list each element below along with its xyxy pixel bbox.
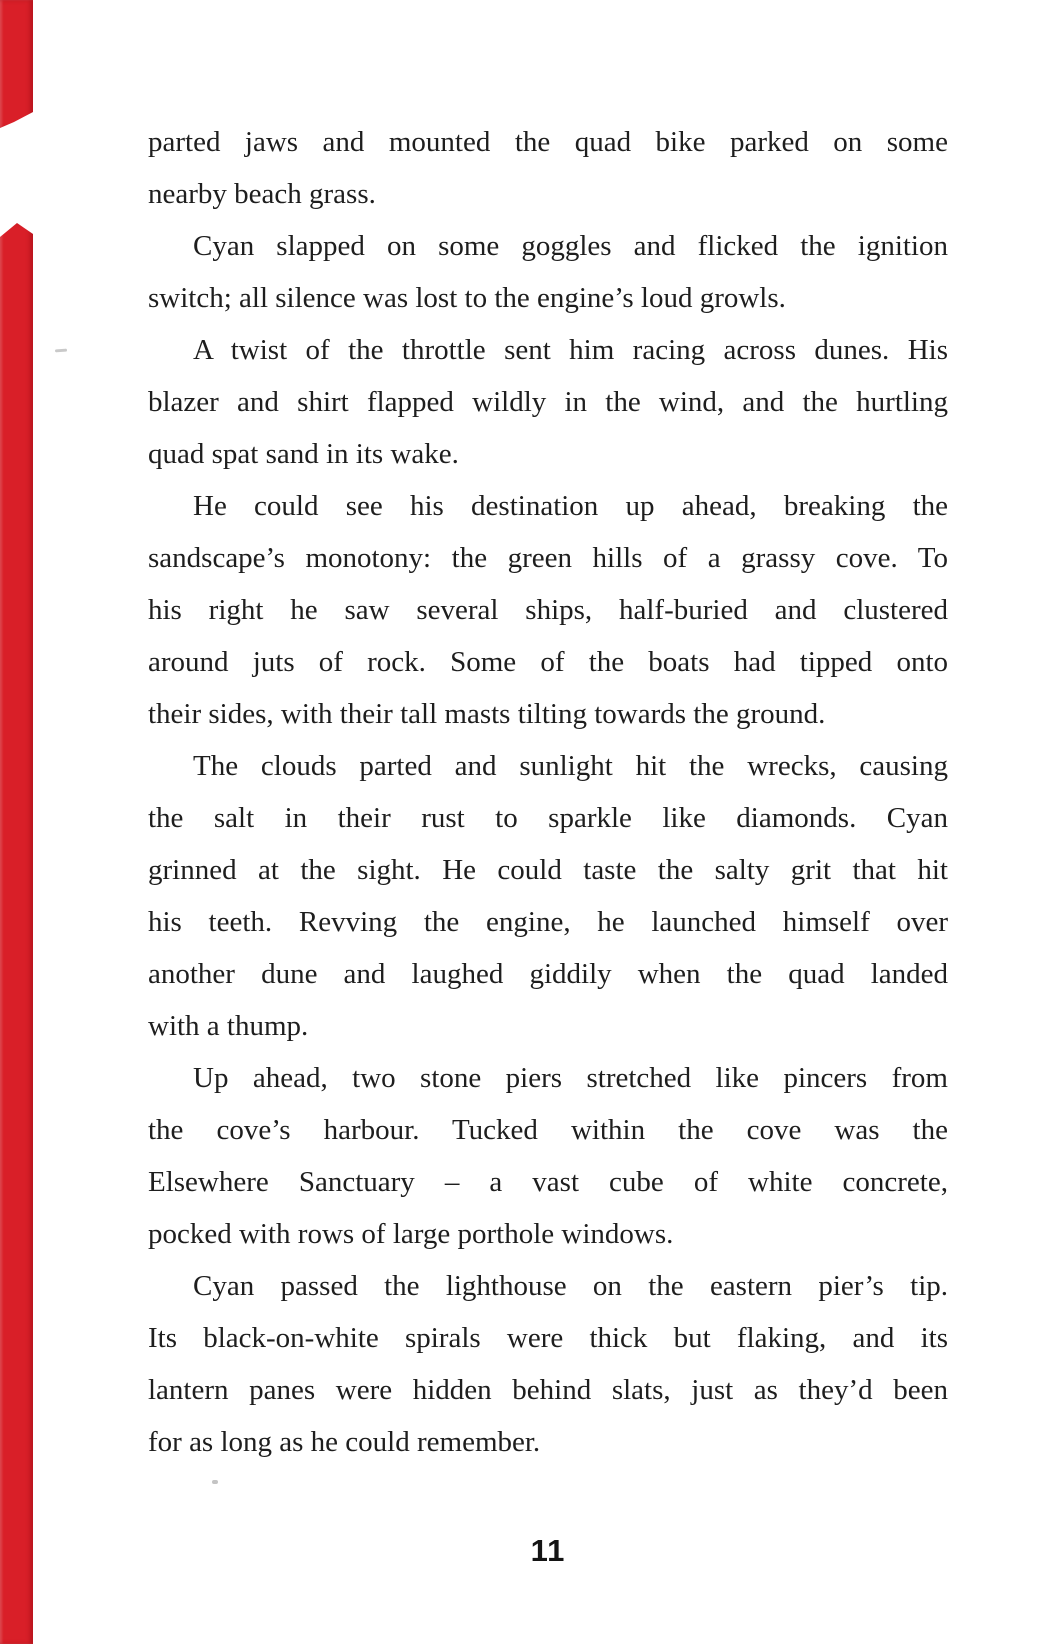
text-line: the cove’s harbour. Tucked within the cove was the — [148, 1114, 948, 1146]
text-line: for as long as he could remember. — [148, 1426, 541, 1458]
text-line: Cyan slapped on some goggles and flicked the ignition — [193, 230, 948, 262]
text-line: parted jaws and mounted the quad bike parked on some — [148, 126, 948, 158]
text-line: the salt in their rust to sparkle like diamonds. Cyan — [148, 802, 948, 834]
text-line: A twist of the throttle sent him racing across dunes. His — [193, 334, 948, 366]
text-line: with a thump. — [148, 1010, 309, 1042]
paragraph — [148, 324, 948, 480]
book-spine-edge-bottom — [0, 223, 33, 1644]
text-line: quad spat sand in its wake. — [148, 438, 459, 470]
text-line: another dune and laughed giddily when the quad landed — [148, 958, 948, 990]
paragraph — [148, 116, 948, 220]
paragraph — [148, 740, 948, 1052]
paragraph — [148, 1052, 948, 1260]
text-line: The clouds parted and sunlight hit the wrecks, causing — [193, 750, 948, 782]
text-line: around juts of rock. Some of the boats had tipped onto — [148, 646, 948, 678]
text-line: their sides, with their tall masts tilting towards the ground. — [148, 698, 826, 730]
text-line: his teeth. Revving the engine, he launched himself over — [148, 906, 948, 938]
page-text — [148, 116, 948, 1468]
scan-artifact-speck — [212, 1480, 218, 1484]
text-line: blazer and shirt flapped wildly in the wind, and the hurtling — [148, 386, 948, 418]
text-line: lantern panes were hidden behind slats, just as they’d been — [148, 1374, 948, 1406]
page-number: 11 — [530, 1533, 566, 1568]
text-line: his right he saw several ships, half-buried and clustered — [148, 594, 948, 626]
book-spine-edge-top — [0, 0, 33, 128]
text-line: Up ahead, two stone piers stretched like pincers from — [193, 1062, 948, 1094]
text-line: sandscape’s monotony: the green hills of a grassy cove. To — [148, 542, 948, 574]
text-line: switch; all silence was lost to the engine’s loud growls. — [148, 282, 786, 314]
text-line: nearby beach grass. — [148, 178, 376, 210]
scan-artifact-speck — [55, 349, 67, 353]
text-line: Cyan passed the lighthouse on the eastern pier’s tip. — [193, 1270, 948, 1302]
text-line: pocked with rows of large porthole windows. — [148, 1218, 674, 1250]
text-line: Elsewhere Sanctuary – a vast cube of white concrete, — [148, 1166, 948, 1198]
text-line: grinned at the sight. He could taste the salty grit that hit — [148, 854, 948, 886]
text-line: He could see his destination up ahead, breaking the — [193, 490, 948, 522]
paragraph — [148, 220, 948, 324]
paragraph — [148, 1260, 948, 1468]
text-line: Its black-on-white spirals were thick but flaking, and its — [148, 1322, 948, 1354]
paragraph — [148, 480, 948, 740]
